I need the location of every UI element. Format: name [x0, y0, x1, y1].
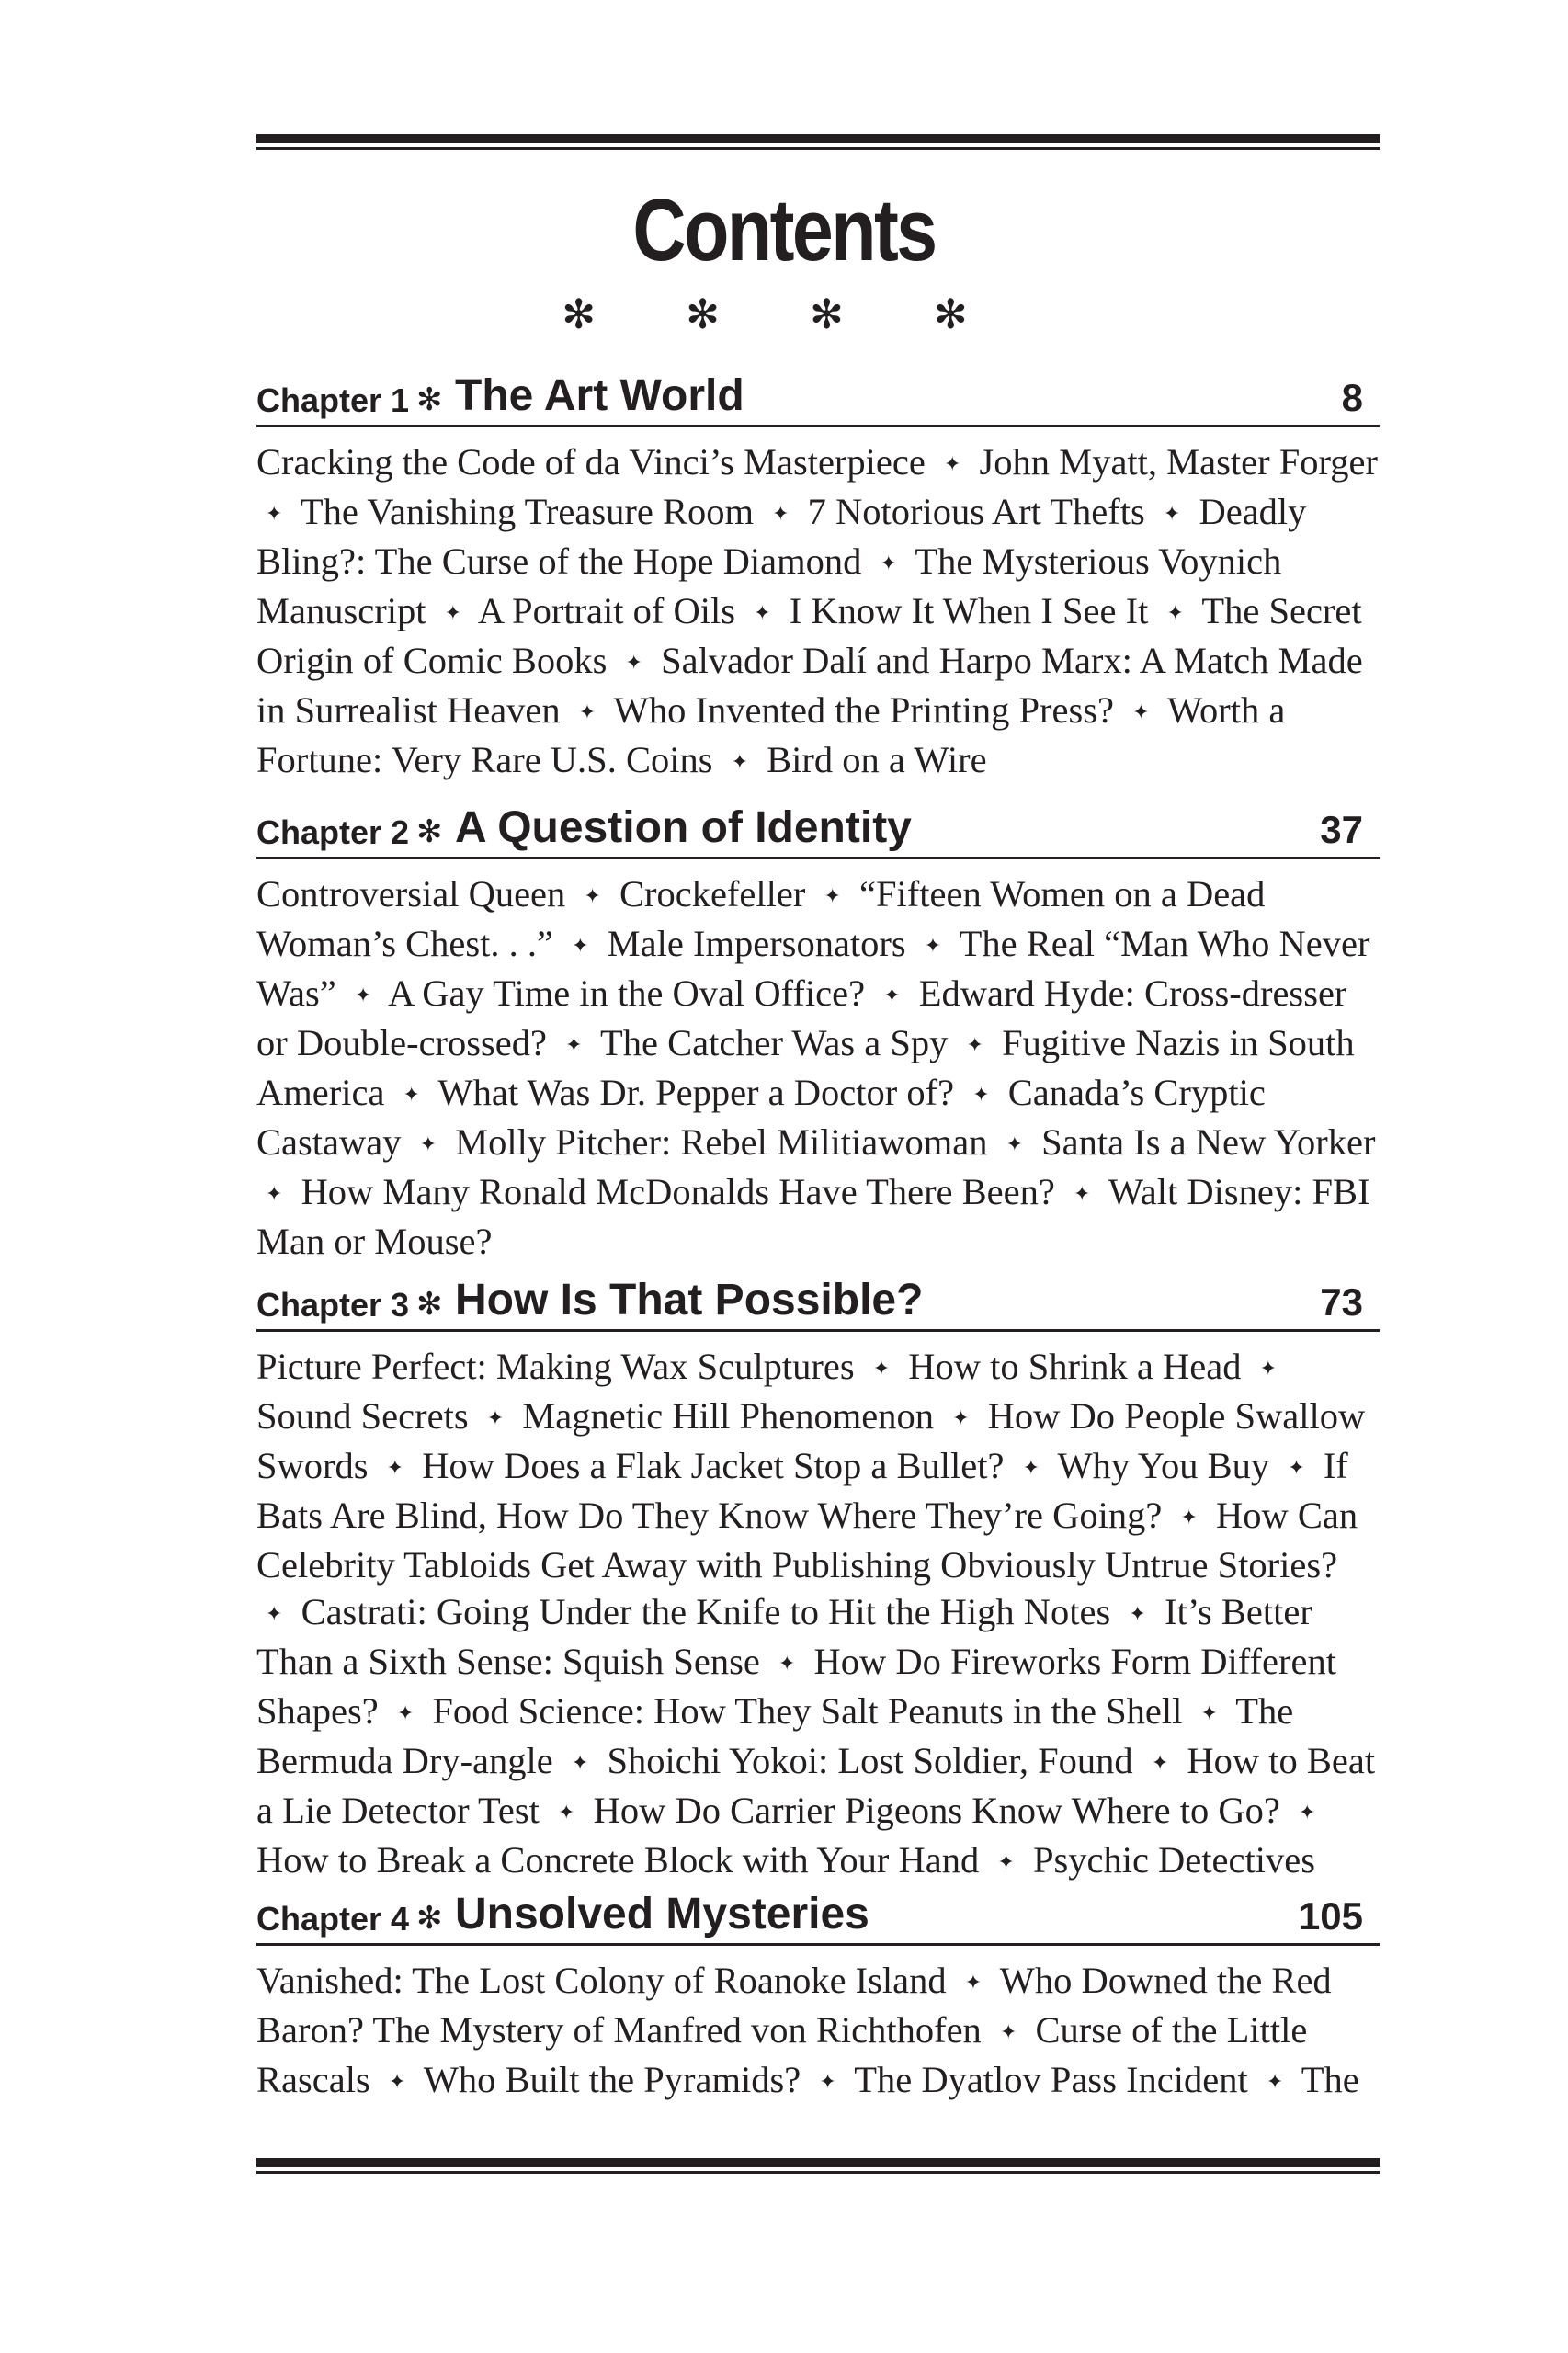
chapter-star-icon: ✻	[416, 1900, 443, 1937]
contents-entry: Magnetic Hill Phenomenon	[522, 1395, 934, 1437]
contents-entry: The Dyatlov Pass Incident	[854, 2059, 1248, 2100]
entry-separator-icon: ✦	[584, 885, 601, 908]
contents-entry: It’s Better Than a Sixth Sense: Squish Sense	[256, 1591, 1312, 1682]
contents-entry: The Secret Origin of Comic Books	[256, 590, 1362, 681]
entry-separator-icon: ✦	[924, 935, 942, 958]
entry-separator-icon: ✦	[266, 1603, 283, 1626]
contents-entry: How to Beat a Lie Detector Test	[256, 1740, 1376, 1831]
contents-entry: The Vanishing Treasure Room	[300, 491, 754, 532]
top-rule-thin	[256, 147, 1380, 150]
entry-separator-icon: ✦	[386, 1457, 404, 1480]
entry-separator-icon: ✦	[1163, 503, 1181, 526]
contents-entry: How to Shrink a Head	[908, 1346, 1242, 1387]
entry-separator-icon: ✦	[999, 2021, 1017, 2044]
contents-entry: John Myatt, Master Forger	[979, 441, 1379, 483]
chapter-label: Chapter 2	[256, 813, 410, 851]
entry-separator-icon: ✦	[1022, 1457, 1040, 1480]
entry-separator-icon: ✦	[972, 1084, 990, 1107]
contents-entry: Santa Is a New Yorker	[1041, 1121, 1376, 1163]
entry-separator-icon: ✦	[952, 1407, 970, 1430]
entry-separator-icon: ✦	[824, 885, 841, 908]
entry-separator-icon: ✦	[772, 503, 790, 526]
entry-separator-icon: ✦	[1006, 1133, 1024, 1156]
contents-entry: Psychic Detectives	[1032, 1839, 1315, 1881]
entry-separator-icon: ✦	[1259, 1358, 1278, 1381]
entry-separator-icon: ✦	[558, 1802, 575, 1824]
chapter-title: Unsolved Mysteries	[455, 1890, 869, 1938]
contents-entry: Fugitive Nazis in South America	[256, 1022, 1355, 1113]
entry-separator-icon: ✦	[354, 984, 372, 1007]
entry-separator-icon: ✦	[819, 2071, 836, 2094]
entry-separator-icon: ✦	[565, 1034, 583, 1057]
chapter-heading	[256, 1886, 1380, 1946]
contents-entry: How Do People Swallow Swords	[256, 1395, 1366, 1486]
chapter-page-number: 8	[1341, 376, 1363, 419]
entry-separator-icon: ✦	[997, 1851, 1015, 1874]
entry-separator-icon: ✦	[571, 1752, 589, 1775]
entry-separator-icon: ✦	[731, 751, 749, 774]
contents-entry: If Bats Are Blind, How Do They Know Where They’re Going?	[256, 1445, 1348, 1536]
entry-separator-icon: ✦	[966, 1034, 983, 1057]
entry-separator-icon: ✦	[388, 2071, 406, 2094]
entry-separator-icon: ✦	[943, 453, 961, 476]
entry-separator-icon: ✦	[403, 1084, 420, 1107]
chapter-title: How Is That Possible?	[455, 1276, 924, 1324]
contents-entry: Who Invented the Printing Press?	[613, 689, 1115, 731]
entry-separator-icon: ✦	[1200, 1702, 1218, 1725]
entry-separator-icon: ✦	[1073, 1183, 1091, 1206]
contents-entry: The	[1301, 2059, 1359, 2100]
contents-entry: A Portrait of Oils	[477, 590, 736, 631]
entry-separator-icon: ✦	[1288, 1457, 1305, 1480]
contents-entry: Canada’s Cryptic Castaway	[256, 1072, 1266, 1163]
entry-separator-icon: ✦	[1151, 1752, 1169, 1775]
contents-entry: 7 Notorious Art Thefts	[807, 491, 1145, 532]
entry-separator-icon: ✦	[880, 552, 897, 575]
chapter-label: Chapter 1	[256, 381, 410, 419]
entry-separator-icon: ✦	[396, 1702, 415, 1725]
contents-entry: Food Science: How They Salt Peanuts in the Shell	[432, 1690, 1183, 1732]
entry-separator-icon: ✦	[964, 1972, 983, 1995]
contents-entry: Vanished: The Lost Colony of Roanoke Island	[256, 1960, 947, 2001]
entry-separator-icon: ✦	[1129, 1603, 1146, 1626]
entry-separator-icon: ✦	[578, 701, 597, 724]
contents-entry: How Does a Flak Jacket Stop a Bullet?	[422, 1445, 1005, 1486]
contents-entry: Castrati: Going Under the Knife to Hit the High Notes	[301, 1591, 1111, 1632]
chapter-3-section	[256, 1272, 1380, 1886]
contents-entry: Molly Pitcher: Rebel Militiawoman	[455, 1121, 988, 1163]
contents-entry: Bird on a Wire	[767, 739, 987, 780]
entry-separator-icon: ✦	[572, 935, 589, 958]
entry-separator-icon: ✦	[625, 652, 642, 675]
contents-entry: Why You Buy	[1057, 1445, 1270, 1486]
entry-separator-icon: ✦	[1132, 701, 1150, 724]
chapter-heading	[256, 368, 1380, 427]
bottom-rule-thick	[256, 2158, 1380, 2167]
chapter-page-number: 105	[1298, 1894, 1363, 1938]
contents-entry: Who Downed the Red Baron? The Mystery of Manfred von Richthofen	[256, 1960, 1332, 2051]
contents-entry: Sound Secrets	[256, 1395, 469, 1437]
chapter-page-number: 73	[1320, 1280, 1363, 1324]
contents-entry: Cracking the Code of da Vinci’s Masterpiece	[256, 441, 926, 483]
title-ornaments: ✻ ✻ ✻ ✻	[562, 291, 1006, 338]
entry-separator-icon: ✦	[1266, 2071, 1284, 2094]
chapter-entries	[256, 438, 1380, 786]
chapter-star-icon: ✻	[416, 1286, 443, 1323]
chapter-title: The Art World	[455, 371, 744, 420]
entry-separator-icon: ✦	[1298, 1802, 1316, 1824]
contents-entry: Deadly Bling?: The Curse of the Hope Diamond	[256, 491, 1307, 582]
bottom-rule-thin	[256, 2171, 1380, 2174]
contents-entry: The Catcher Was a Spy	[599, 1022, 949, 1063]
contents-entry: Worth a Fortune: Very Rare U.S. Coins	[256, 689, 1286, 780]
entry-separator-icon: ✦	[266, 1183, 283, 1206]
chapter-label: Chapter 3	[256, 1286, 410, 1324]
contents-entry: How Can Celebrity Tabloids Get Away with Publishing Obviously Untrue Stories?	[256, 1495, 1358, 1586]
contents-entry: Edward Hyde: Cross-dresser or Double-crossed?	[256, 972, 1347, 1063]
contents-entry: Picture Perfect: Making Wax Sculptures	[256, 1346, 855, 1387]
chapter-star-icon: ✻	[416, 813, 443, 850]
chapter-entries	[256, 1343, 1380, 1886]
chapter-entries	[256, 870, 1380, 1265]
chapter-1-section	[256, 368, 1380, 786]
chapter-title: A Question of Identity	[455, 803, 912, 852]
contents-entry: “Fifteen Women on a Dead Woman’s Chest. . .”	[256, 873, 1266, 964]
chapter-4-section	[256, 1886, 1380, 2106]
entry-separator-icon: ✦	[754, 602, 771, 625]
contents-entry: How Many Ronald McDonalds Have There Been?	[301, 1171, 1055, 1212]
entry-separator-icon: ✦	[883, 984, 901, 1007]
chapter-heading	[256, 800, 1380, 859]
contents-entry: How Do Carrier Pigeons Know Where to Go?	[593, 1790, 1280, 1831]
contents-entry: Crockefeller	[619, 873, 806, 915]
chapter-page-number: 37	[1320, 808, 1363, 851]
contents-entry: Male Impersonators	[607, 923, 906, 964]
contents-entry: A Gay Time in the Oval Office?	[388, 972, 866, 1014]
contents-entry: Shoichi Yokoi: Lost Soldier, Found	[607, 1740, 1133, 1781]
contents-entry: Salvador Dalí and Harpo Marx: A Match Made in Surrealist Heaven	[256, 640, 1363, 731]
contents-entry: How to Break a Concrete Block with Your Hand	[256, 1839, 980, 1881]
chapter-heading	[256, 1272, 1380, 1332]
contents-entry: What Was Dr. Pepper a Doctor of?	[437, 1072, 955, 1113]
entry-separator-icon: ✦	[444, 602, 462, 625]
entry-separator-icon: ✦	[872, 1358, 891, 1381]
contents-entry: Controversial Queen	[256, 873, 566, 915]
entry-separator-icon: ✦	[419, 1133, 437, 1156]
contents-entry: Walt Disney: FBI Man or Mouse?	[256, 1171, 1370, 1262]
contents-entry: The Mysterious Voynich Manuscript	[256, 540, 1282, 631]
contents-entry: Who Built the Pyramids?	[423, 2059, 801, 2100]
top-rule-thick	[256, 134, 1380, 143]
contents-entry: I Know It When I See It	[789, 590, 1149, 631]
contents-entry: The Real “Man Who Never Was”	[256, 923, 1370, 1014]
top-rule	[256, 134, 1380, 150]
bottom-rule	[256, 2158, 1380, 2174]
entry-separator-icon: ✦	[778, 1653, 796, 1676]
contents-entry: The Bermuda Dry-angle	[256, 1690, 1294, 1781]
entry-separator-icon: ✦	[1166, 602, 1184, 625]
entry-separator-icon: ✦	[486, 1407, 505, 1430]
chapter-star-icon: ✻	[416, 381, 443, 418]
contents-entry: How Do Fireworks Form Different Shapes?	[256, 1641, 1336, 1732]
chapter-2-section	[256, 800, 1380, 1265]
chapter-label: Chapter 4	[256, 1900, 410, 1938]
page-title: Contents	[632, 181, 936, 279]
contents-entry: Curse of the Little Rascals	[256, 2009, 1308, 2100]
entry-separator-icon: ✦	[266, 503, 283, 526]
chapter-entries	[256, 1957, 1380, 2106]
entry-separator-icon: ✦	[1180, 1506, 1198, 1529]
